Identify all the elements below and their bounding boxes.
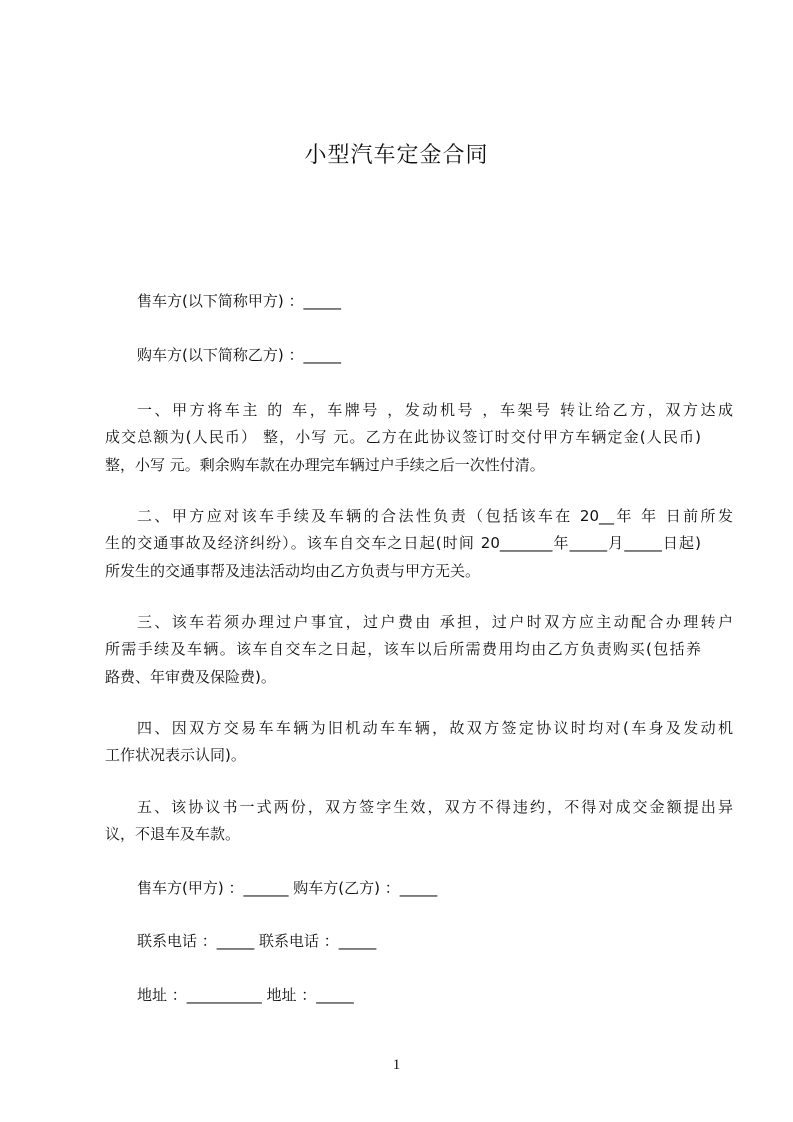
clause3-line2: 所需手续及车辆。该车自交车之日起，该车以后所需费用均由乙方负责购买(包括养	[105, 640, 701, 658]
signature-address: 地址 ：__________ 地址 ：_____	[137, 986, 354, 1004]
clause3-line3: 路费、年审费及保险费)。	[105, 668, 276, 686]
seller-line: 售车方(以下简称甲方) ：_____	[137, 292, 341, 310]
clause2-line1: 二、甲方应对该车手续及车辆的合法性负责（包括该车在 20__年 年 日前所发	[137, 507, 733, 525]
clause1-line3: 整，小写 元。剩余购车款在办理完车辆过户手续之后一次性付清。	[105, 456, 545, 474]
clause1-line1: 一、甲方将车主 的 车，车牌号 ，发动机号 ，车架号 转让给乙方，双方达成	[137, 401, 733, 419]
clause1-line2: 成交总额为(人民币） 整，小写 元。乙方在此协议签订时交付甲方车辆定金(人民币)	[105, 428, 701, 446]
signature-parties: 售车方(甲方) ：______ 购车方(乙方) ：_____	[137, 879, 438, 897]
document-title: 小型汽车定金合同	[304, 143, 489, 168]
clause2-line3: 所发生的交通事帮及违法活动均由乙方负责与甲方无关。	[105, 562, 481, 580]
clause4-line1: 四、因双方交易车车辆为旧机动车车辆，故双方签定协议时均对(车身及发动机	[137, 719, 733, 737]
page-number: 1	[392, 1057, 401, 1073]
clause3-line1: 三、该车若须办理过户事宜，过户费由 承担，过户时双方应主动配合办理转户	[137, 613, 733, 631]
signature-phones: 联系电话 ：_____ 联系电话 ：_____	[137, 932, 377, 950]
clause2-line2: 生的交通事故及经济纠纷）。该车自交车之日起(时间 20_______年_____月_____日起)	[105, 534, 701, 552]
buyer-line: 购车方(以下简称乙方) ：_____	[137, 346, 341, 364]
clause5-line1: 五、该协议书一式两份，双方签字生效，双方不得违约，不得对成交金额提出异	[137, 798, 733, 816]
clause4-line2: 工作状况表示认同)。	[105, 746, 246, 764]
clause5-line2: 议，不退车及车款。	[105, 825, 241, 843]
